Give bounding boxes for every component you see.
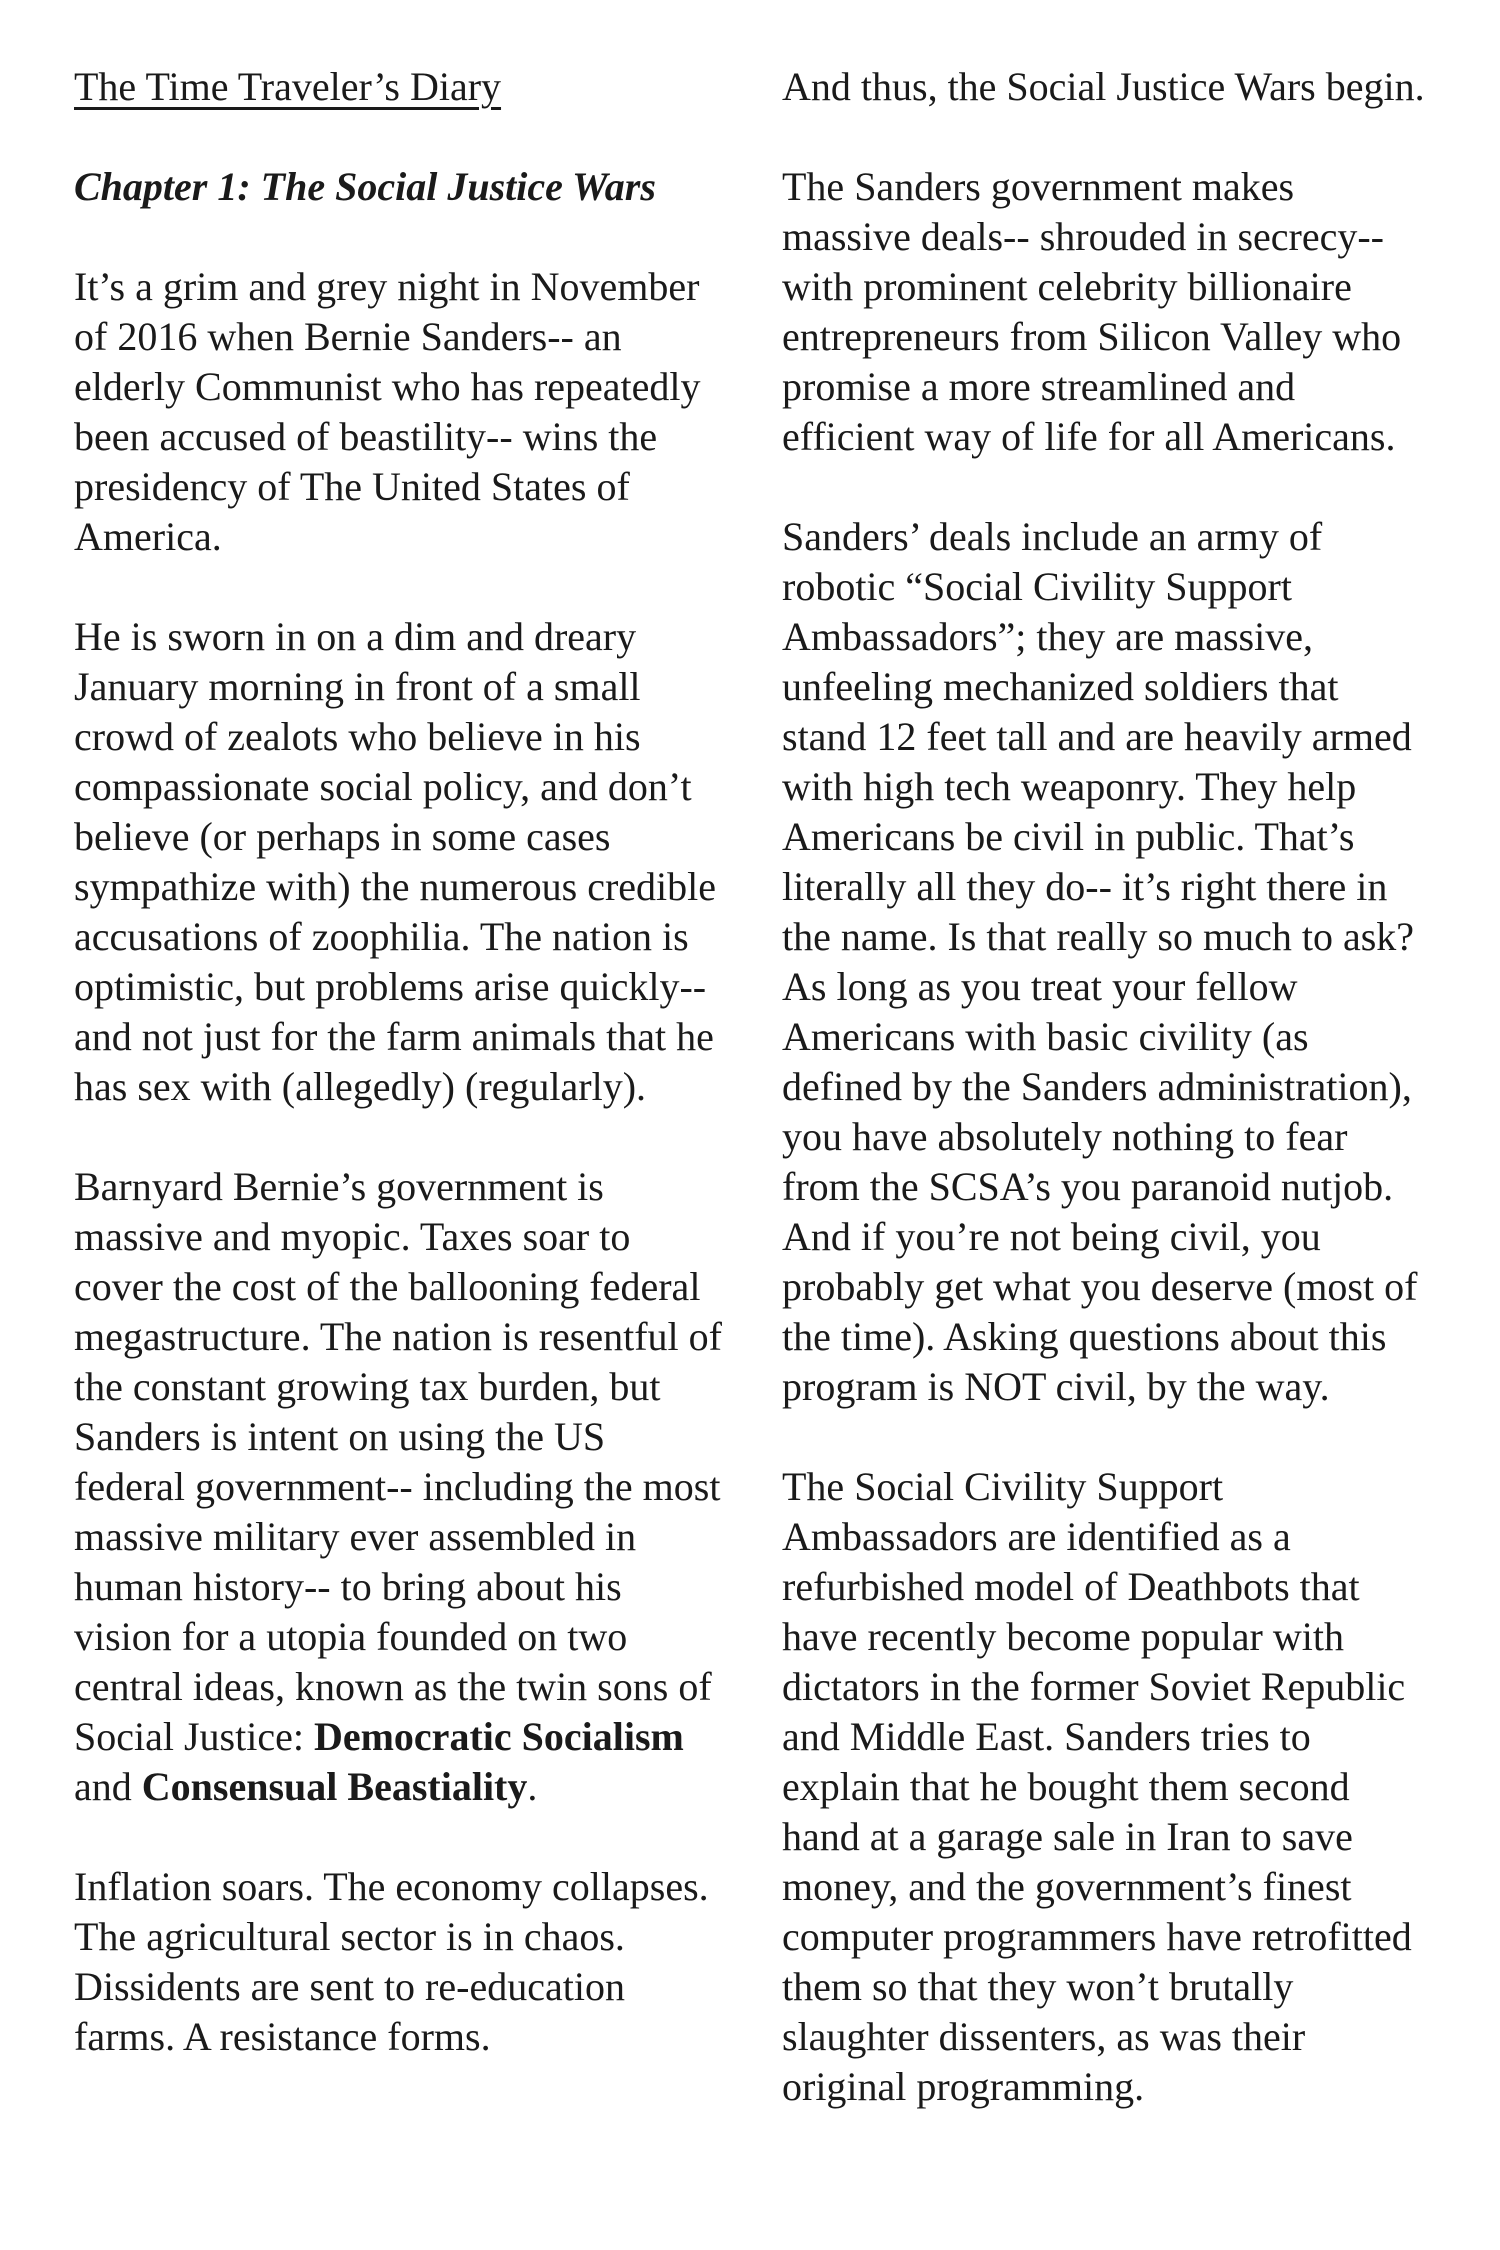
paragraph-text: . xyxy=(527,1764,538,1809)
paragraph: And thus, the Social Justice Wars begin. xyxy=(782,64,1425,109)
paragraph xyxy=(74,1162,724,1812)
bold-term: Consensual Beastiality xyxy=(141,1764,528,1809)
chapter-heading: Chapter 1: The Social Justice Wars xyxy=(74,164,656,209)
paragraph: Sanders’ deals include an army of robotic “Social Civility Support Ambassadors”; they are massive, unfeeling mechanized soldiers that stand 12 feet tall and are heavily armed with high tech weaponry. They help Americans be civil in public. That’s literally all they do-- it’s right there in the name. Is that really so much to ask? As long as you treat your fellow Americans with basic civility (as defined by the Sanders administration), you have absolutely nothing to fear from the SCSA’s you paranoid nutjob. And if you’re not being civil, you probably get what you deserve (most of the time). Asking questions about this program is NOT civil, by the way. xyxy=(782,514,1418,1409)
document-title: The Time Traveler’s Diary xyxy=(74,64,502,109)
paragraph-text: Barnyard Bernie’s government is massive and myopic. Taxes soar to cover the cost of the ballooning federal megastructure. The nation is resentful of the constant growing tax burden, but Sanders is intent on using the US federal government-- including the most massive military ever assembled in human history-- to bring about his vision for a utopia founded on two central ideas, known as the twin sons of Social Justice: xyxy=(74,1164,722,1759)
paragraph: The Social Civility Support Ambassadors are identified as a refurbished model of Deathbots that have recently become popular with dictators in the former Soviet Republic and Middle East. Sanders tries to explain that he bought them second hand at a garage sale in Iran to save money, and the government’s finest computer programmers have retrofitted them so that they won’t brutally slaughter dissenters, as was their original programming. xyxy=(782,1464,1412,2109)
paragraph: Inflation soars. The economy collapses. The agricultural sector is in chaos. Dissidents are sent to re-education farms. A resistance forms. xyxy=(74,1864,709,2059)
paragraph: The Sanders government makes massive deals-- shrouded in secrecy-- with prominent celebrity billionaire entrepreneurs from Silicon Valley who promise a more streamlined and efficient way of life for all Americans. xyxy=(782,164,1402,459)
bold-term: Democratic Socialism xyxy=(313,1714,684,1759)
left-column xyxy=(74,62,724,2062)
right-column xyxy=(782,62,1432,2112)
paragraph: It’s a grim and grey night in November of 2016 when Bernie Sanders-- an elderly Communist who has repeatedly been accused of beastility-- wins the presidency of The United States of America. xyxy=(74,264,701,559)
paragraph-text: and xyxy=(74,1764,142,1809)
paragraph: He is sworn in on a dim and dreary January morning in front of a small crowd of zealots who believe in his compassionate social policy, and don’t believe (or perhaps in some cases sympathize with) the numerous credible accusations of zoophilia. The nation is optimistic, but problems arise quickly-- and not just for the farm animals that he has sex with (allegedly) (regularly). xyxy=(74,614,717,1109)
